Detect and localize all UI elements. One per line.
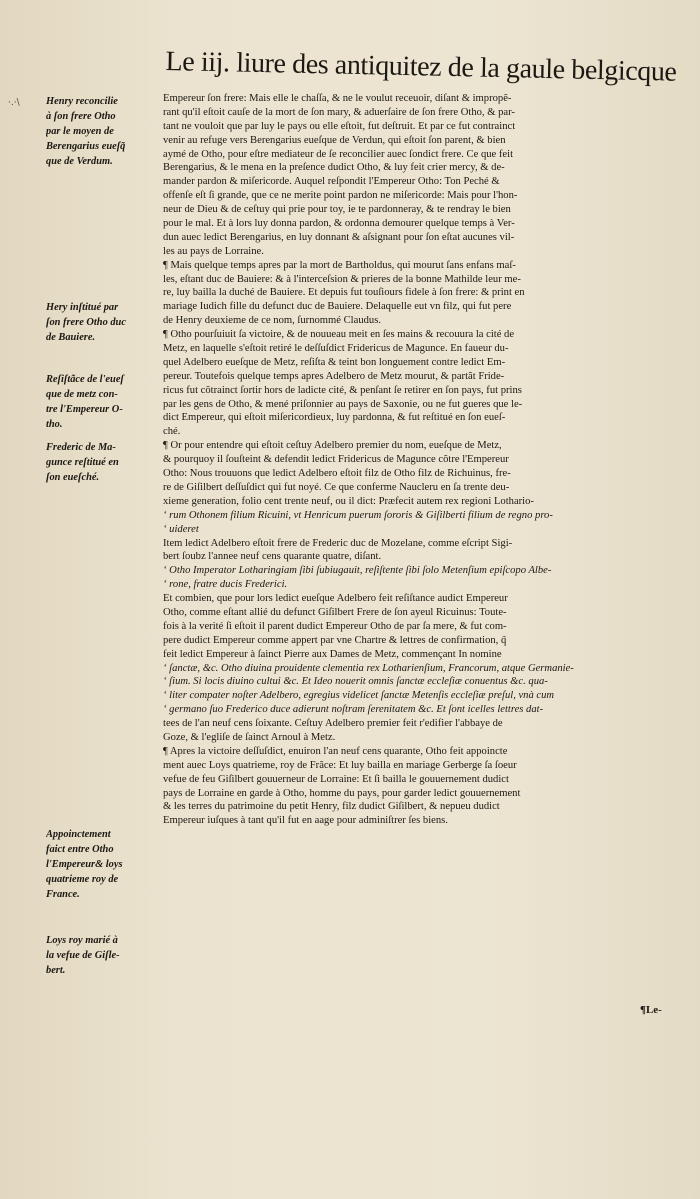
text-line: ché. <box>163 426 181 438</box>
text-line: re, luy bailla la duché de Bauiere. Et depuis fut touſiours fidele à ſon frere: & print en <box>163 287 525 299</box>
text-line: pereur. Toutefois quelque temps apres Adelbero de Metz mourut, & partãt Fride- <box>163 370 505 382</box>
text-line: ‘ germano ſuo Frederico duce adierunt noſtram ſerenitatem &c. Et ſont icelles lettres dat- <box>163 704 544 716</box>
text-line: pere dudict Empereur comme appert par vne Chartre & lettres de confirmation, q̃ <box>163 634 507 646</box>
side-note-line: la vefue de Giſle- <box>46 950 120 961</box>
text-line: & pourquoy il ſouſteint & defendit ledict Fridericus de Magunce cõtre l'Empereur <box>163 454 509 466</box>
text-line: mander pardon & miſericorde. Auquel reſpondit l'Empereur Otho: Ton Peché & <box>163 176 500 188</box>
text-line: aymé de Otho, pour eſtre mediateur de ſe reconcilier auec ſondict frere. Ce que feit <box>163 148 514 160</box>
text-line: ricus fut cõtrainct ſortir hors de ladicte cité, & penſant ſe retirer en ſon pays, fut prins <box>163 384 522 396</box>
text-line: les, eſtant duc de Bauiere: & à l'interceſsion & prieres de la bonne Mathilde leur me- <box>163 273 521 285</box>
side-note-line: Berengarius eueſq̃ <box>46 141 126 152</box>
text-line: offenſe eſt ſi grande, que ce ne merite point pardon ne miſericorde: Mais pour l'hon- <box>163 190 518 202</box>
text-line: Item ledict Adelbero eſtoit frere de Frederic duc de Mozelane, comme eſcript Sigi- <box>163 537 513 549</box>
side-note-line: l'Empereur& loys <box>46 859 123 870</box>
side-note-line: Reſiſtãce de l'eueſ <box>46 374 124 385</box>
text-line: venir au refuge vers Berengarius eueſque de Verdun, qui eſtoit ſon parent, & bien <box>163 134 506 146</box>
side-note-line: faict entre Otho <box>46 844 114 855</box>
text-line: Empereur ſon frere: Mais elle le chaſſa, & ne le voulut receuoir, diſant & impropẽ- <box>163 93 512 104</box>
text-line: pour le mal. Et à lors luy donna pardon, & ordonna demourer quelque temps à Ver- <box>163 218 515 230</box>
text-line: ‘ ſium. Si locis diuino cultui &c. Et Ideo nouerit omnis ſanctæ eccleſiæ conuentus &c. qua- <box>163 676 548 688</box>
text-line: fois à la verité ſi eſtoit il parent dudict Empereur Otho de par ſa mere, & fut com- <box>163 620 507 632</box>
text-line: Empereur iuſques à tant qu'il fut en aage pour adminiſtrer ſes biens. <box>163 815 448 827</box>
side-note <box>46 440 158 485</box>
side-note-line: par le moyen de <box>46 126 114 137</box>
text-line: Metz, en laquelle s'eſtoit retiré le deſſuſdict Fridericus de Magunce. En faueur du- <box>163 343 509 355</box>
side-note-line: à ſon frere Otho <box>46 111 116 122</box>
side-note <box>46 827 158 902</box>
side-note-line: Hery inſtitué par <box>46 302 119 313</box>
side-note <box>46 300 158 345</box>
text-line: ¶ Mais quelque temps apres par la mort de Bartholdus, qui mourut ſans enfans maſ- <box>163 259 516 271</box>
text-line: les au pays de Lorraine. <box>163 245 264 257</box>
text-line: ‘ rone, fratre ducis Frederici. <box>163 579 288 591</box>
text-line: bert ſoubz l'annee neuf cens quarante quatre, diſant. <box>163 551 382 563</box>
side-note-line: que de Verdum. <box>46 156 113 167</box>
text-line: ¶ Or pour entendre qui eſtoit ceſtuy Adelbero premier du nom, eueſque de Metz, <box>163 440 502 452</box>
text-line: ‘ ſanctæ, &c. Otho diuina prouidente clementia rex Lotharienſium, Francorum, atque Germanie- <box>163 662 574 674</box>
text-line: de Henry deuxieme de ce nom, ſurnommé Claudus. <box>163 315 381 327</box>
text-line: feit ledict Empereur à ſainct Pierre aux Dames de Metz, commençant In nomine <box>163 648 502 660</box>
text-line: Otho, comme eſtant allié du defunct Giſilbert Frere de ſon ayeul Ricuinus: Toute- <box>163 606 507 618</box>
text-line: quel Adelbero eueſque de Metz, reſiſta & teint bon longuement contre ledict Em- <box>163 356 506 368</box>
side-note <box>46 372 158 432</box>
side-note-line: bert. <box>46 965 66 976</box>
text-line: dict Empereur, qui eſtoit miſericordieux, luy pardonna, & fut reſtitué en ſon eueſ- <box>163 412 506 424</box>
side-note-line: tre l'Empereur O- <box>46 404 123 415</box>
side-note-line: ſon eueſché. <box>46 472 100 483</box>
running-header: Le iij. liure des antiquitez de la gaule belgicque <box>165 46 677 88</box>
text-line: ment auec Loys quatrieme, roy de Frãce: Et luy bailla en mariage Gerberge ſa ſoeur <box>163 759 517 771</box>
body-text <box>163 92 681 1142</box>
text-line: Otho: Nous trouuons que ledict Adelbero eſtoit filz de Otho filz de Richuinus, fre- <box>163 468 511 480</box>
text-line: & les terres du patrimoine du petit Henry, filz dudict Giſilbert, & nepueu dudict <box>163 801 500 813</box>
text-line: vefue de feu Giſilbert gouuerneur de Lorraine: Et ſi bailla le gouuernement dudict <box>163 773 509 785</box>
text-line: Goze, & l'egliſe de ſainct Arnoul à Metz. <box>163 731 336 743</box>
text-line: ‘ rum Othonem filium Ricuini, vt Henricum puerum ſororis & Giſilberti filium de regno pro- <box>163 509 553 521</box>
side-note-line: ſon frere Otho duc <box>46 317 126 328</box>
text-line: ¶ Apres la victoire deſſuſdict, enuiron l'an neuf cens quarante, Otho feit appoincte <box>163 745 508 757</box>
text-line: neur de Dieu & de ceſtuy qui prie pour toy, ie te pardonneray, & te rendray le bien <box>163 204 511 216</box>
text-line: ‘ liter compater noſter Adelbero, egregius videlicet ſanctæ Metenſis eccleſiæ preſul, vnà cum <box>163 690 555 702</box>
text-line: par les gens de Otho, & mené priſonnier au pays de Saxonie, ou ne fut gueres que le- <box>163 398 523 410</box>
margin-mark: ·.·\ <box>8 98 20 108</box>
text-line: xieme generation, folio cent trente neuf, ou il dict: Præfecit autem rex regioni Lothario- <box>163 495 534 507</box>
side-note-line: gunce reſtitué en <box>46 457 119 468</box>
side-note-line: Loys roy marié à <box>46 935 118 946</box>
side-note <box>46 94 158 169</box>
catchword: ¶Le- <box>640 1004 662 1016</box>
side-note <box>46 933 158 978</box>
side-note-line: de Bauiere. <box>46 332 96 343</box>
text-line: pays de Lorraine en garde à Otho, homme du pays, pour garder ledict gouuernement <box>163 787 521 799</box>
side-note-line: quatrieme roy de <box>46 874 119 885</box>
text-line: ‘ uideret <box>163 523 199 535</box>
text-line: ‘ Otho Imperator Lotharingiam ſibi ſubiugauit, reſiſtente ſibi ſolo Metenſium epiſcopo Albe- <box>163 565 552 577</box>
text-line: tees de l'an neuf cens ſoixante. Ceſtuy Adelbero premier feit r'edifier l'abbaye de <box>163 718 503 730</box>
side-note-line: France. <box>46 889 80 900</box>
side-note-line: tho. <box>46 419 63 430</box>
text-line: re de Giſilbert deſſuſdict qui fut noyé. Ce que conferme Naucleru en ſa trente deu- <box>163 481 510 493</box>
text-line: tant ne vouloit que par luy le pays ou elle eſtoit, fut deſtruit. Et par ce fut contrainct <box>163 120 516 132</box>
text-line: Et combien, que pour lors ledict eueſque Adelbero feit reſiſtance audict Empereur <box>163 593 508 605</box>
text-line: ¶ Otho pourſuiuit ſa victoire, & de nouueau meit en ſes mains & recouura la cité de <box>163 329 515 341</box>
text-line: dun auec ledict Berengarius, en luy donnant & aſsignant pour ſon eſtat aucunes vil- <box>163 231 515 243</box>
side-note-line: Frederic de Ma- <box>46 442 116 453</box>
text-line: rant qu'il eſtoit cauſe de la mort de ſon mary, & aduerſaire de ſon frere Otho, & par- <box>163 106 515 118</box>
text-line: mariage Iudich fille du defunct duc de Bauiere. Delaquelle eut vn filz, qui fut pere <box>163 301 512 313</box>
side-note-line: que de metz con- <box>46 389 118 400</box>
side-note-line: Henry reconcilie <box>46 96 118 107</box>
side-note-line: Appoinctement <box>46 829 111 840</box>
text-line: Berengarius, & le mena en la preſence dudict Otho, & luy feit crier mercy, & de- <box>163 162 505 174</box>
